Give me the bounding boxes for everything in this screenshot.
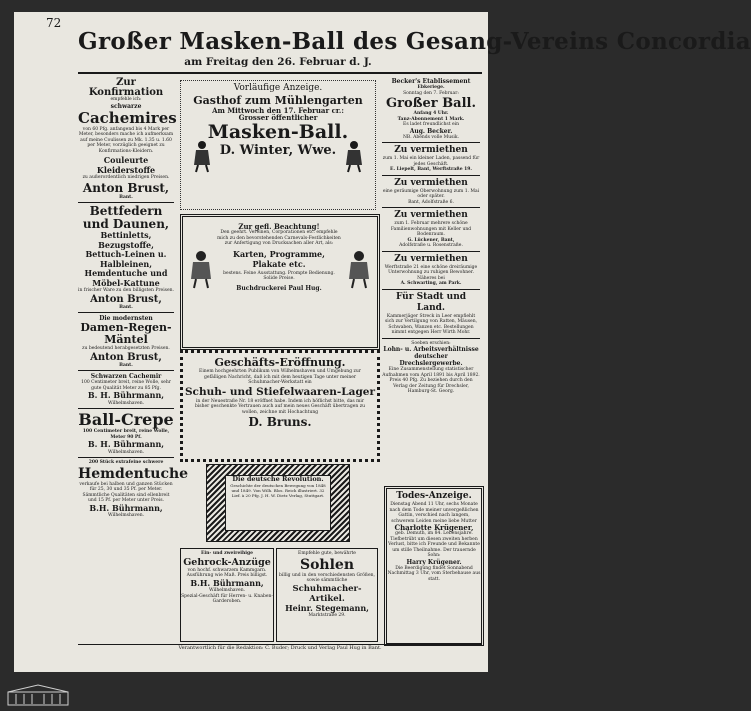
beachtung-text: Den geehrt. Vereinen, Corporationen etc. empfehle mich zu den bevorstehenden Carnevals-Festlichkeiten zur Anfertigung von Drucksachen aller Art, als: xyxy=(217,230,341,246)
anton-brust-2: Anton Brust, xyxy=(90,293,162,305)
clown-right-icon xyxy=(347,249,371,289)
vermieten-4-signature: A. Schwarting, am Park. xyxy=(400,281,462,286)
wilhelmshaven-3: Wilhelmshaven. xyxy=(107,513,145,518)
stegemann-signature: Heinr. Stegemann, xyxy=(285,602,369,613)
sohlen-text: billig und in den verschiedensten Größen, sowie sämmtliche xyxy=(279,572,375,583)
vermieten-3-heading: Zu vermiethen xyxy=(394,210,468,220)
harlequin-left-icon xyxy=(191,139,213,173)
todes-text-3: Die Beerdigung findet Sonnabend Nachmittag 3 Uhr, vom Sterbehause aus statt. xyxy=(387,565,481,582)
sohlen-ad xyxy=(276,548,378,642)
vorlaeufige-label: Vorläufige Anzeige. xyxy=(233,83,323,93)
vermieten-4-text: Werftstraße 21 eine schöne dreiräumige Unterwohnung zu ruhigen Bewohner. Näheres bei xyxy=(384,264,478,281)
revolution-ad xyxy=(206,464,350,542)
left-column xyxy=(78,77,189,640)
vermieten-2-text: eine geräumige Oberwohnung zum 1. Mai oder später. xyxy=(382,188,480,199)
bant-1: Bant. xyxy=(119,194,133,200)
bettfedern-sub: in frischer Ware zu den billigsten Preisen. xyxy=(78,288,174,293)
beachtung-heading: Zur gefl. Beachtung! xyxy=(238,222,320,231)
todes-text: Dienstag Abend 11 Uhr, sechs Monate nach dem Tode meiner unvergeßlichen Gattin, verschied nach langem, schwerem Leiden meine liebe Mutter xyxy=(389,502,479,524)
footer-imprint: Verantwortlich für die Redaktion: C. Buder; Druck und Verlag Paul Hug in Bant. xyxy=(178,645,382,651)
couleurte-sub: zu außerordentlich niedrigen Preisen. xyxy=(82,175,170,180)
harlequin-right-icon xyxy=(343,139,365,173)
eroeffnung-text: Einem hochgeehrten Publikum von Wilhelmshaven und Umgebung zur gefälligen Nachricht, daß ich mit dem heutigen Tage unter meiner Schuhmacher-Werkstatt ein xyxy=(199,369,361,385)
todes-text-2: geb. Demuth, im 84. Lebensjahre. Tiefbetrübt um diesen zweiten herben Verlust, bitte ich Freunde und Bekannte um stille Theilnahme. Der trauernde Sohn: xyxy=(388,531,480,558)
divider-4 xyxy=(78,408,174,409)
becker-start: Anfang 4 Uhr. xyxy=(413,111,449,116)
bettfedern-list: Bettinletts, Bezugstoffe, Bettuch-Leinen u. Halbleinen, Hemdentuche und Möbel-Kattune xyxy=(84,230,168,288)
schuhmacher-heading: Schuhmacher-Artikel. xyxy=(292,583,362,604)
bettfedern-heading: Bettfedern und Daunen, xyxy=(82,204,170,231)
page-number: 72 xyxy=(46,16,62,30)
cachemir-text: 100 Centimeter breit, reine Wolle, sehr gute Qualität Meter zu 85 Pfg. xyxy=(81,380,171,391)
schuh-heading: Schuh- und Stiefelwaaren-Lager xyxy=(184,385,376,398)
right-divider-5 xyxy=(382,289,480,290)
archive-building-icon xyxy=(6,684,70,706)
vermieten-4-heading: Zu vermiethen xyxy=(394,253,468,264)
vermieten-3-text: zum 1. Februar mehrere schöne Familienwohnungen mit Keller und Bodenraum. xyxy=(390,221,472,237)
konfirmation-title: Zur Konfirmation xyxy=(88,77,164,98)
becker-einladung: Es ladet freundlichst ein xyxy=(403,122,459,127)
vermieten-2-signature: Bant, Adolfstraße 6. xyxy=(408,199,454,205)
gehrock-head: Ein- und zweireihige xyxy=(200,551,254,556)
sohlen-head: Empfehle gute, bewährte xyxy=(298,551,356,556)
grosser-ball-heading: Großer Ball. xyxy=(386,96,476,111)
winter-signature: D. Winter, Wwe. xyxy=(219,142,337,158)
ballcrepe-text: 100 Centimeter breit, reine Wolle, Meter 90 Pf. xyxy=(82,429,170,440)
revolution-inner xyxy=(225,475,331,531)
schwarze-label: schwarze xyxy=(110,102,142,110)
right-divider-1 xyxy=(382,142,480,143)
karten-line: Karten, Programme, Plakate etc. xyxy=(233,248,325,269)
beachtung-text-2: bestens. Feine Ausstattung. Prompte Bedienung. Solide Preise. xyxy=(223,270,335,281)
buehrmann-4: B.H. Bührmann, xyxy=(190,577,264,588)
mittwoch-line: Am Mittwoch den 17. Februar cr.: xyxy=(212,105,344,115)
maskenball-heading: Masken-Ball. xyxy=(207,120,349,143)
vermieten-1-text: zum 1. Mai ein kleiner Laden, passend für jedes Geschäft. xyxy=(382,156,480,167)
stegemann-address: Marktstraße 29. xyxy=(308,613,346,618)
revolution-text: Geschichte der deutschen Bewegung von 1848 und 1849. Von Wilh. Blos. Reich illustriert. 32 Lief. à 20 Pfg. J. H. W. Dietz Verlag, Stuttgart. xyxy=(230,483,326,498)
bruns-ad xyxy=(180,350,380,462)
page-headline: Großer Masken-Ball des Gesang-Vereins Concordia xyxy=(78,28,751,55)
stadtland-heading: Für Stadt und Land. xyxy=(395,291,467,313)
muehlengarten-ad xyxy=(180,80,376,210)
wilhelmshaven-2: Wilhelmshaven. xyxy=(107,449,145,455)
anton-brust-3: Anton Brust, xyxy=(90,351,162,363)
eroeffnung-text-2: in der Neuestraße Nr. 18 eröffnet habe. Indem ich höflichst bitte, das mir bisher geschenkte Vertrauen auch auf mein neues Geschäft übertragen zu wollen, zeichne mit Hochachtung xyxy=(194,398,366,415)
anton-brust-1: Anton Brust, xyxy=(82,180,170,195)
bant-3: Bant. xyxy=(119,362,133,368)
clown-left-icon xyxy=(189,249,213,289)
todes-heading: Todes-Anzeige. xyxy=(396,491,472,501)
becker-date: Sonntag den 7. Februar: xyxy=(403,90,459,96)
divider-2 xyxy=(78,312,174,313)
gehrock-heading: Gehrock-Anzüge xyxy=(183,556,271,568)
hemdentuche-text: verkaufe bei halben und ganzen Stücken für 25, 30 und 35 Pf. per Meter. Sämmtliche Qualitäten sind ellenbreit und 15 Pf. per Meter unter Preis. xyxy=(79,481,173,503)
harry-signature: Harry Krügener. xyxy=(406,558,462,566)
right-divider-6 xyxy=(382,338,480,339)
becker-nb: NB. Abends volle Musik. xyxy=(402,134,460,140)
todes-anzeige xyxy=(384,486,484,646)
divider-3 xyxy=(78,370,174,371)
becker-place: Ebkeriege. xyxy=(417,85,445,90)
vermieten-3-signature: G. Lückener, Bant, xyxy=(407,237,455,243)
buehrmann-3: B.H. Bührmann, xyxy=(89,502,163,513)
damen-sub: zu bedeutend herabgesetzten Preisen. xyxy=(82,346,170,351)
page-subheadline: am Freitag den 26. Februar d. J. xyxy=(184,56,372,68)
wilhelmshaven-1: Wilhelmshaven. xyxy=(107,400,145,406)
becker-heading: Becker's Etablissement xyxy=(391,78,471,85)
konfirmation-sub: empfehle ich: xyxy=(110,97,142,102)
gehrock-ad xyxy=(180,548,274,642)
modernsten-label: Die modernsten xyxy=(99,315,153,322)
right-divider-3 xyxy=(382,207,480,208)
vermieten-1-heading: Zu vermiethen xyxy=(394,145,468,155)
divider-1 xyxy=(78,202,174,203)
right-column xyxy=(382,78,480,478)
lohn-head: Soeben erschien: xyxy=(411,340,451,346)
vermieten-1-signature: E. Liepelt, Bant, Werftstraße 19. xyxy=(390,167,472,172)
cachemires-heading: Cachemires xyxy=(78,108,177,127)
druckerei-ad xyxy=(180,214,380,350)
vermieten-2-heading: Zu vermiethen xyxy=(394,177,468,188)
cachemires-text: von 60 Pfg. anfangend bis 4 Mark per Meter, besonders mache ich aufmerksam auf meine Coulissen zu Mk. 1.35 u. 1.60 per Meter, vorzüglich geeignet zu Konfirmations-Kleidern. xyxy=(78,126,174,154)
becker-tanz: Tanz-Abonnement 1 Mark. xyxy=(397,116,465,122)
couleurte-heading: Couleurte Kleiderstoffe xyxy=(96,155,156,175)
grosser-line: Grosser öffentlicher xyxy=(238,112,318,122)
masthead xyxy=(78,28,751,68)
stadtland-text: Kammerjäger Streck in Leer empfiehlt sich zur Vertilgung von Ratten, Mäusen, Schwaben, Wanzen etc. Bestellungen nimmt entgegen Herr Wirth Mohr. xyxy=(384,313,478,335)
right-divider-2 xyxy=(382,175,480,176)
right-divider-4 xyxy=(382,251,480,252)
gehrock-text: von hochf. schwarzem Kammgarn. Ausführung wie Maß. Preis billigst. xyxy=(186,567,268,578)
buehrmann-2: B. H. Bührmann, xyxy=(87,439,165,449)
hemdentuche-heading: Hemdentuche xyxy=(78,465,189,482)
gehrock-foot: Spezial-Geschäft für Herren- u. Knaben-Garderoben. xyxy=(181,593,273,604)
revolution-title: Die deutsche Revolution. xyxy=(232,475,324,483)
lohn-heading: Lohn- u. Arbeitsverhältnisse xyxy=(383,346,479,353)
divider-5 xyxy=(78,457,174,458)
eroeffnung-heading: Geschäfts-Eröffnung. xyxy=(214,356,346,369)
vermieten-3-address: Adolfstraße u. Rosenstraße. xyxy=(399,243,463,248)
buehrmann-1: B. H. Bührmann, xyxy=(87,390,165,400)
header-rule xyxy=(78,72,482,74)
bant-2: Bant. xyxy=(119,304,133,310)
kruegener-name: Charlotte Krügener, xyxy=(394,523,474,532)
gasthof-heading: Gasthof zum Mühlengarten xyxy=(193,93,363,107)
stueck-label: 200 Stück extrafeine schwere xyxy=(88,460,164,465)
sohlen-heading: Sohlen xyxy=(299,556,355,573)
becker-signature: Aug. Becker. xyxy=(409,127,453,135)
damen-heading: Damen-Regen-Mäntel xyxy=(80,321,172,346)
ballcrepe-heading: Ball-Crepe xyxy=(78,410,174,429)
druckerei-signature: Buchdruckerei Paul Hug. xyxy=(236,284,322,292)
lohn-heading-2: deutscher Drechslergewerbe. xyxy=(399,353,463,367)
wilhelmshaven-4: Wilhelmshaven. xyxy=(208,588,246,593)
cachemir-heading: Schwarzen Cachemir xyxy=(90,373,162,380)
lohn-text: Eine Zusammenstellung statistischer Aufnahmen vom April 1891 bis April 1892. Preis 40 Pfg. Zu beziehen durch den Verlag der Zeitung für Drechsler, Hamburg-St. Georg. xyxy=(382,367,480,394)
bruns-signature: D. Bruns. xyxy=(248,415,312,429)
